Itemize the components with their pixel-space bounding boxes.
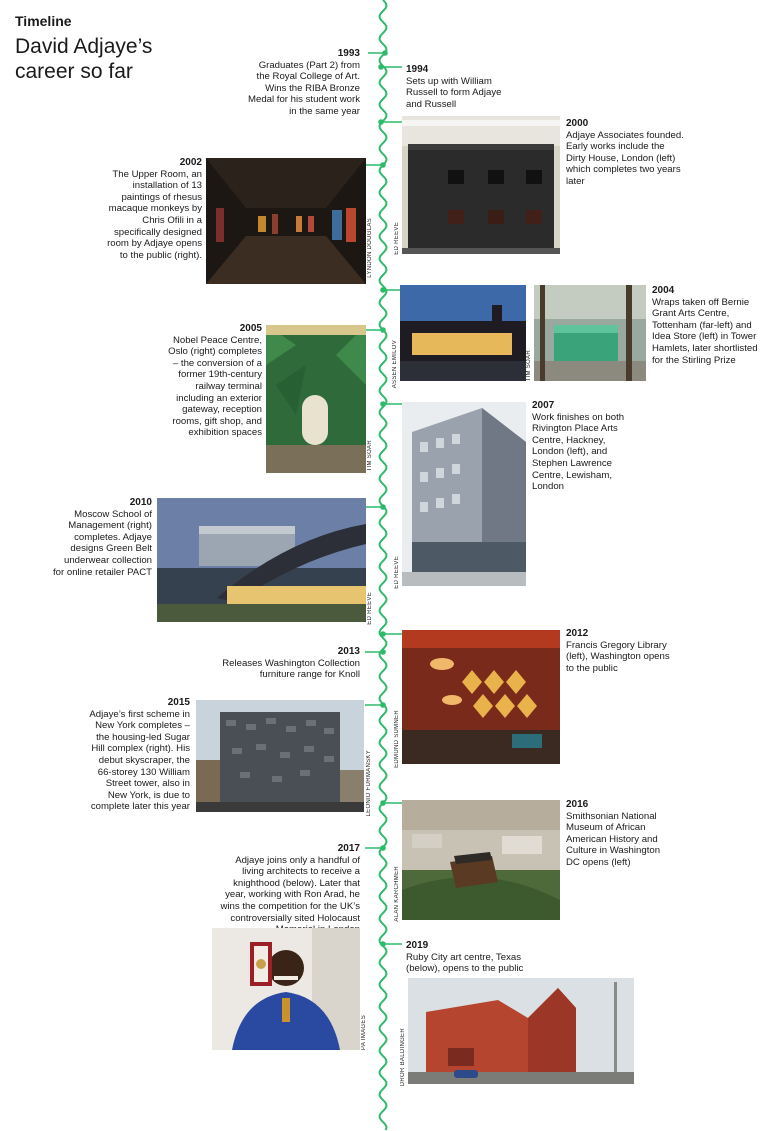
entry-year: 2002: [179, 157, 202, 168]
photo-dirty-house: [402, 116, 560, 254]
photo-credit: ALAN KARCHMER: [394, 866, 400, 922]
entry-text: Wraps taken off Bernie Grant Arts Centre, Tottenham (far-left) and Idea Store (left) in Tower Hamlets, later shortlisted for the Stirling Prize: [652, 296, 758, 366]
entry-year: 2019: [406, 940, 429, 951]
photo-credit: DROR BALDINGER: [400, 1028, 406, 1087]
photo-sugar-hill: [196, 700, 364, 812]
photo-credit: TIM SOAR: [367, 440, 373, 472]
timeline-entry-2007: [532, 400, 628, 493]
entry-year: 2007: [532, 400, 555, 411]
photo-credit: ASSEN EMILOV: [392, 340, 398, 389]
timeline-entry-1993: [248, 48, 360, 118]
photo-upper-room: [206, 158, 366, 284]
section-kicker: Timeline: [15, 13, 72, 29]
photo-credit: ED REEVE: [367, 592, 373, 625]
photo-credit: ED REEVE: [394, 556, 400, 589]
timeline-entry-2000: [566, 118, 686, 188]
page-title: David Adjaye’s career so far: [15, 35, 153, 83]
photo-credit: TIM SOAR: [526, 350, 532, 382]
timeline-entry-2012: [566, 628, 676, 674]
timeline-entry-2016: [566, 799, 670, 869]
photo-credit: PA IMAGES: [361, 1015, 367, 1050]
timeline-entry-2017: [214, 843, 360, 936]
entry-text: Nobel Peace Centre, Oslo (right) completes – the conversion of a former 19th-century railway terminal including an exterior gateway, reception rooms, gift shop, and exhibition spaces: [168, 334, 262, 439]
entry-year: 2015: [167, 697, 190, 708]
entry-year: 2000: [566, 118, 589, 129]
entry-text: Smithsonian National Museum of African American History and Culture in Washington DC opens (left): [566, 810, 661, 868]
timeline-entry-2019: [406, 940, 536, 975]
photo-nobel-peace-centre: [266, 325, 366, 473]
timeline-entry-2004: [652, 285, 758, 366]
timeline-entry-2002: [102, 157, 202, 261]
entry-text: Sets up with William Russell to form Adjaye and Russell: [406, 75, 502, 110]
photo-francis-gregory-library: [402, 630, 560, 764]
entry-year: 2016: [566, 799, 589, 810]
entry-year: 1994: [406, 64, 429, 75]
entry-year: 1993: [337, 48, 360, 59]
entry-text: Adjaye Associates founded. Early works include the Dirty House, London (left) which completes two years later: [566, 129, 684, 187]
photo-knighthood: [212, 928, 360, 1050]
photo-idea-store: [534, 285, 646, 381]
timeline-entry-1994: [406, 64, 502, 110]
entry-text: Releases Washington Collection furniture range for Knoll: [222, 657, 360, 681]
entry-text: Graduates (Part 2) from the Royal College of Art. Wins the RIBA Bronze Medal for his student work in the same year: [248, 59, 360, 117]
entry-year: 2013: [337, 646, 360, 657]
entry-text: Work finishes on both Rivington Place Arts Centre, Hackney, London (left), and Stephen Lawrence Centre, Lewisham, London: [532, 411, 625, 493]
entry-text: Ruby City art centre, Texas (below), opens to the public: [406, 951, 524, 975]
entry-year: 2012: [566, 628, 589, 639]
photo-moscow-school: [157, 498, 366, 622]
photo-credit: ED REEVE: [394, 222, 400, 255]
photo-credit: LEONID FURMANSKY: [366, 750, 372, 817]
entry-year: 2005: [239, 323, 262, 334]
entry-year: 2004: [652, 285, 675, 296]
photo-credit: LYNDON DOUGLAS: [367, 218, 373, 278]
photo-smithsonian: [402, 800, 560, 920]
entry-text: Moscow School of Management (right) completes. Adjaye designs Green Belt underwear collection for online retailer PACT: [53, 508, 152, 578]
timeline-entry-2010: [52, 497, 152, 578]
entry-text: Francis Gregory Library (left), Washington opens to the public: [566, 639, 670, 674]
entry-year: 2017: [337, 843, 360, 854]
entry-text: Adjaye’s first scheme in New York completes – the housing-led Sugar Hill complex (right). His debut skyscraper, the 66-storey 130 William Street tower, also in New York, is due to complete later this year: [89, 708, 190, 813]
entry-year: 2010: [129, 497, 152, 508]
timeline-entry-2005: [162, 323, 262, 439]
photo-bernie-grant: [400, 285, 526, 381]
photo-rivington-place: [402, 402, 526, 586]
photo-ruby-city: [408, 978, 634, 1084]
entry-text: Adjaye joins only a handful of living architects to receive a knighthood (below). Later that year, working with Ron Arad, he wins the competition for the UK’s controversially sited Holocaust: [220, 854, 360, 924]
timeline-entry-2015: [86, 697, 190, 813]
timeline-entry-2013: [206, 646, 360, 681]
entry-text: The Upper Room, an installation of 13 paintings of rhesus macaque monkeys by Chris Ofili in a specifically designed room by Adjaye opens to the public (right).: [107, 168, 202, 261]
photo-credit: EDMUND SUMNER: [394, 710, 400, 768]
